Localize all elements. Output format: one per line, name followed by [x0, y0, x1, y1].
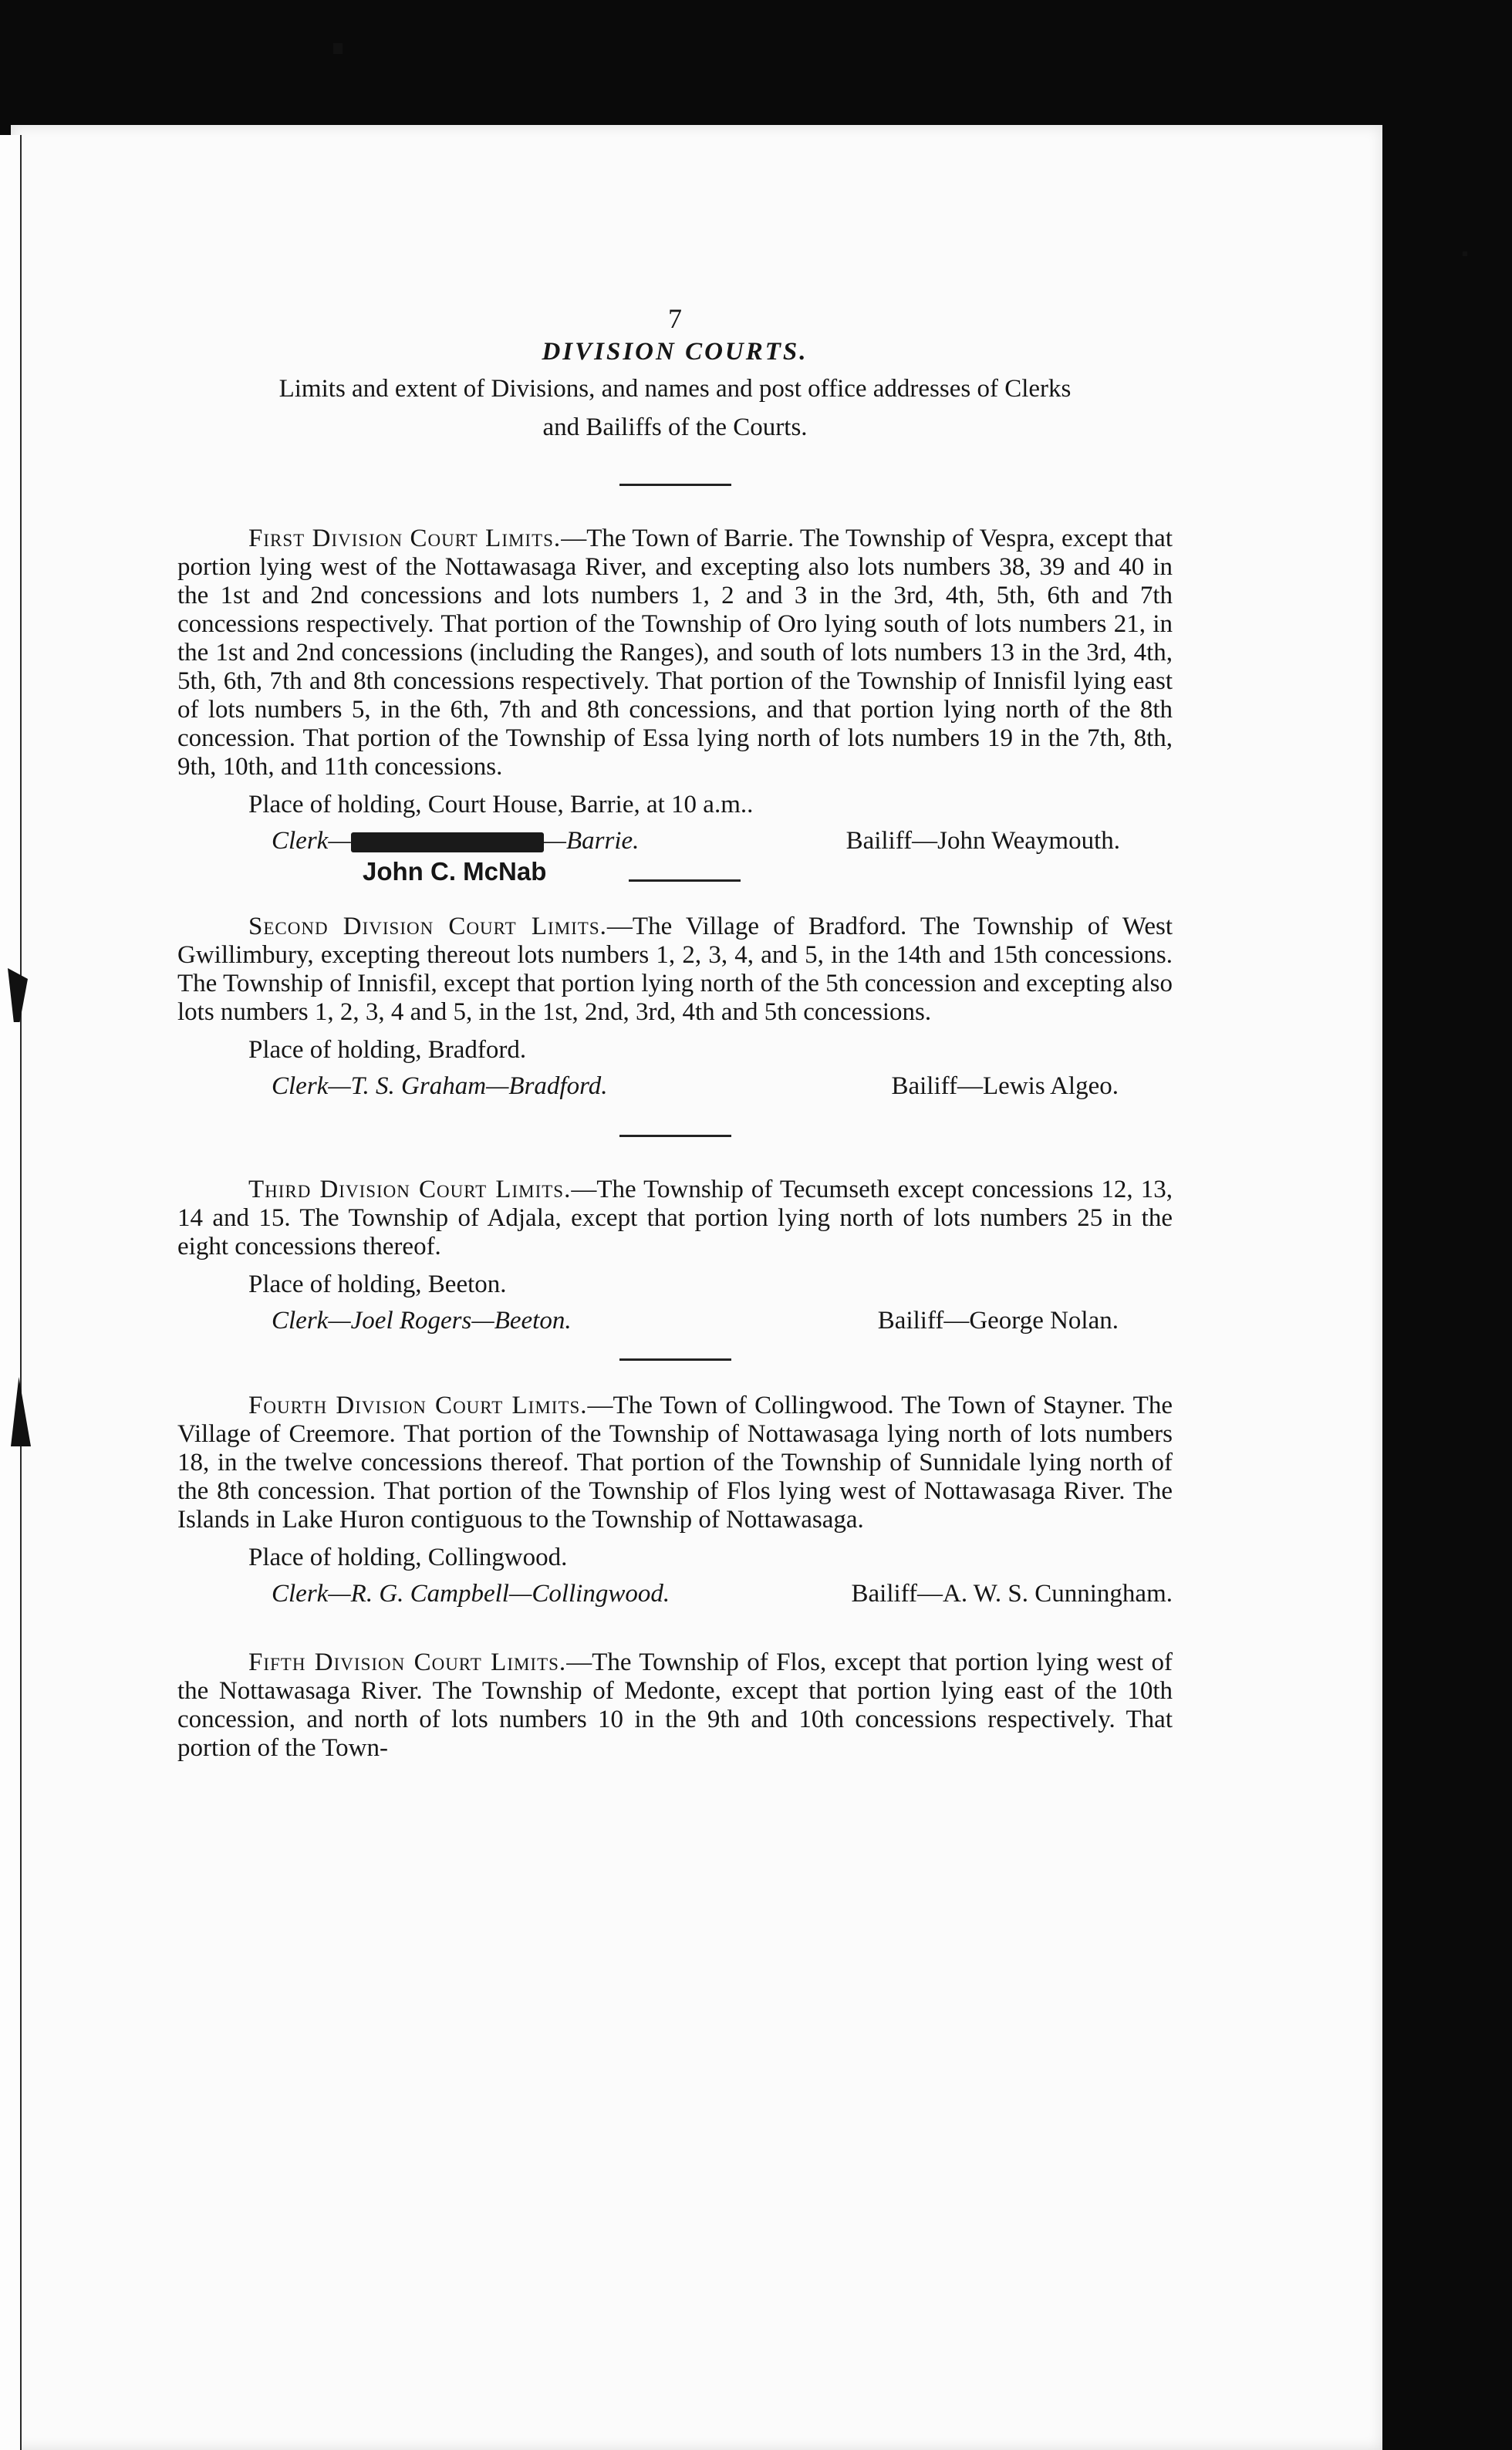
officers-row	[177, 1072, 1173, 1101]
divider	[619, 1135, 731, 1137]
bailiff: Bailiff—George Nolan.	[877, 1307, 1119, 1335]
fifth-division-paragraph	[177, 1649, 1173, 1763]
place-of-holding: Place of holding, Bradford.	[248, 1036, 527, 1064]
subtitle-line: Limits and extent of Divisions, and names and post office addresses of Clerks	[278, 375, 1072, 403]
subtitle-line: and Bailiffs of the Courts.	[542, 413, 808, 441]
bailiff: Bailiff—John Weaymouth.	[845, 827, 1120, 855]
divider	[629, 879, 741, 882]
place-of-holding: Place of holding, Court House, Barrie, at 10 a.m..	[248, 791, 754, 818]
page-title: DIVISION COURTS.	[542, 338, 808, 366]
third-division-paragraph	[177, 1176, 1173, 1261]
second-division-paragraph	[177, 913, 1173, 1027]
left-page-edge	[0, 135, 22, 2450]
officers-row	[177, 827, 1173, 855]
clerk: Clerk—R. G. Campbell—Collingwood.	[272, 1580, 670, 1608]
clerk: Clerk—T. S. Graham—Bradford.	[272, 1072, 608, 1100]
clerk: Clerk—Joel Rogers—Beeton.	[272, 1307, 572, 1335]
division-heading: Second Division Court Limits.	[248, 913, 607, 940]
division-body: —The Town of Barrie. The Township of Vespra, except that portion lying west of the Nottawasaga River, and excepting also lots numbers 38, 39 and 40 in the 1st and 2nd concessions and lots numbers 1, 2 and 3 in the 3rd, 4th, 5th, 6th and 7th concessions respectively. That portion of the Township of Oro lying south of lots numbers 21, in the 1st and 2nd concessions (including the Ranges), and south of lots numbers 13 in the 3rd, 4th, 5th, 6th, 7th and 8th concessions respectively. That portion of the Township of Innisfil lying east of lots numbers 5, in the 6th, 7th and 8th concessions, and that portion lying north of the 8th concession. That portion of the Township of Essa lying north of lots numbers 19 in the 7th, 8th, 9th, 10th, and 11th concessions.	[177, 525, 1173, 781]
page-number: 7	[668, 303, 682, 334]
officers-row	[177, 1580, 1173, 1608]
bailiff: Bailiff—A. W. S. Cunningham.	[851, 1580, 1173, 1608]
divider	[619, 1358, 731, 1361]
redaction-mark	[351, 832, 544, 852]
division-heading: First Division Court Limits.	[248, 525, 562, 552]
division-body: —The Township of Tecumseth except concessions 12, 13, 14 and 15. The Township of Adjala, except that portion lying north of lots numbers 25 in the eight concessions thereof.	[177, 1176, 1173, 1260]
division-heading: Fifth Division Court Limits.	[248, 1649, 567, 1676]
division-body: —The Village of Bradford. The Township of West Gwillimbury, excepting thereout lots numbers 1, 2, 3, 4, and 5, in the 14th and 15th concessions. The Township of Innisfil, except that portion lying north of the 5th concession and excepting also lots numbers 1, 2, 3, 4 and 5, in the 1st, 2nd, 3rd, 4th and 5th concessions.	[177, 913, 1173, 1026]
division-heading: Fourth Division Court Limits.	[248, 1392, 588, 1419]
speck-mark	[1463, 251, 1467, 256]
bailiff: Bailiff—Lewis Algeo.	[891, 1072, 1119, 1100]
fourth-division-paragraph	[177, 1392, 1173, 1534]
divider	[619, 484, 731, 486]
clerk	[177, 827, 639, 855]
division-body: —The Township of Flos, except that portion lying west of the Nottawasaga River. The Township of Medonte, except that portion lying east of the 10th concession, and north of lots numbers 10 in the 9th and 10th concessions respectively. That portion of the Town-	[177, 1649, 1173, 1762]
speck-mark	[333, 43, 343, 54]
division-heading: Third Division Court Limits.	[248, 1176, 572, 1203]
page-subtitle	[177, 370, 1173, 447]
first-division-paragraph	[177, 525, 1173, 781]
clerk-suffix: —Barrie.	[543, 827, 640, 855]
document-content	[177, 305, 1173, 1763]
place-of-holding: Place of holding, Collingwood.	[248, 1544, 568, 1571]
handwritten-annotation: John C. McNab	[363, 857, 547, 886]
officers-row	[177, 1307, 1173, 1335]
place-of-holding: Place of holding, Beeton.	[248, 1271, 507, 1298]
clerk-prefix: Clerk—	[272, 827, 351, 855]
division-body: —The Town of Collingwood. The Town of Stayner. The Village of Creemore. That portion of the Township of Nottawasaga lying north of lots numbers 18, in the twelve concessions thereof. That portion of the Township of Sunnidale lying north of the 8th concession. That portion of the Township of Flos lying west of Nottawasaga River. The Islands in Lake Huron contiguous to the Township of Nottawasaga.	[177, 1392, 1173, 1534]
